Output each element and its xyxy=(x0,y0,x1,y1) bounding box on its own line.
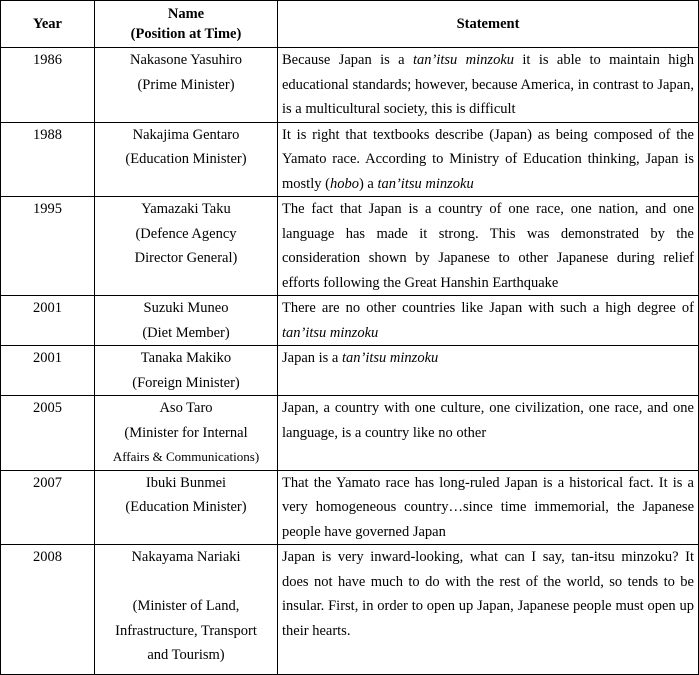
year-cell: 1986 xyxy=(1,48,95,123)
person-name: Tanaka Makiko xyxy=(140,350,232,366)
statement-cell xyxy=(278,122,699,197)
statement-text: it is able to maintain high educational standards; however, because America, in contrast to Japan, is a multicultural society, this is difficult xyxy=(282,52,695,117)
statement-cell xyxy=(278,296,699,346)
year-cell: 2001 xyxy=(1,346,95,396)
header-name-label: Name xyxy=(167,6,205,22)
person-name: Nakayama Nariaki xyxy=(131,549,241,565)
statement-text: The fact that Japan is a country of one race, one nation, and one language has made it strong. This was demonstrated by the consideration shown by Japanese to other Japanese during relief efforts following the Great Hanshin Earthquake xyxy=(282,201,694,291)
name-cell xyxy=(95,48,278,123)
italic-term: tan’itsu minzoku xyxy=(342,350,439,366)
person-name: Nakajima Gentaro xyxy=(132,126,240,143)
name-cell xyxy=(95,545,278,675)
name-cell xyxy=(95,346,278,396)
position-line: (Minister for Internal xyxy=(124,424,248,441)
year-cell: 2007 xyxy=(1,470,95,545)
name-cell xyxy=(95,470,278,545)
table-row xyxy=(1,396,699,471)
statement-text: It is right that textbooks describe (Japan) as being composed of the Yamato race. According to Ministry of Education thinking, Japan is mostly ( xyxy=(282,126,694,192)
person-name: Nakasone Yasuhiro xyxy=(130,52,242,68)
statement-text: ) a xyxy=(358,175,378,192)
year-cell: 2001 xyxy=(1,296,95,346)
position-line xyxy=(99,570,273,595)
table-row xyxy=(1,470,699,545)
position-line: Director General) xyxy=(134,250,238,266)
statement-cell xyxy=(278,470,699,545)
statement-cell xyxy=(278,396,699,471)
statement-text: There are no other countries like Japan with such a high degree of xyxy=(282,300,694,316)
person-name: Suzuki Muneo xyxy=(143,300,229,316)
year-cell: 2008 xyxy=(1,545,95,675)
statement-cell xyxy=(278,545,699,675)
table-row xyxy=(1,48,699,123)
year-cell: 1995 xyxy=(1,197,95,296)
position-line: Infrastructure, Transport xyxy=(115,622,257,639)
table-row xyxy=(1,122,699,197)
year-cell: 1988 xyxy=(1,122,95,197)
italic-term: tan’itsu minzoku xyxy=(412,52,515,68)
position-line: (Diet Member) xyxy=(142,324,230,341)
name-cell xyxy=(95,122,278,197)
statement-text: That the Yamato race has long-ruled Japan is a historical fact. It is a very homogeneous country…since time immemorial, the Japanese people have governed Japan xyxy=(282,474,694,540)
header-position-label: (Position at Time) xyxy=(130,26,242,42)
position-line: (Education Minister) xyxy=(125,499,247,515)
position-line: (Foreign Minister) xyxy=(132,374,240,391)
header-statement: Statement xyxy=(278,1,699,48)
position-line: (Prime Minister) xyxy=(137,76,235,93)
position-line: (Defence Agency xyxy=(135,225,237,242)
italic-term: tan’itsu minzoku xyxy=(282,324,379,341)
statement-text: Japan, a country with one culture, one civilization, one race, and one language, is a country like no other xyxy=(282,400,694,441)
position-line: Affairs & Communications) xyxy=(112,449,260,464)
table-row xyxy=(1,197,699,296)
person-name: Ibuki Bunmei xyxy=(145,474,227,491)
name-cell xyxy=(95,296,278,346)
position-line: (Education Minister) xyxy=(125,151,247,167)
position-line: (Minister of Land, xyxy=(132,598,240,614)
year-cell: 2005 xyxy=(1,396,95,471)
person-name: Aso Taro xyxy=(159,400,213,416)
header-year: Year xyxy=(1,1,95,48)
statement-cell xyxy=(278,197,699,296)
position-line: and Tourism) xyxy=(147,647,225,663)
name-cell xyxy=(95,396,278,471)
italic-term: hobo xyxy=(329,175,359,192)
table-row xyxy=(1,346,699,396)
table-row xyxy=(1,296,699,346)
table-body xyxy=(1,48,699,675)
statement-text: Japan is a xyxy=(282,350,342,366)
table-row xyxy=(1,545,699,675)
name-cell xyxy=(95,197,278,296)
statement-text: Because Japan is a xyxy=(282,52,413,68)
table-header-row xyxy=(1,1,699,48)
header-name xyxy=(95,1,278,48)
person-name: Yamazaki Taku xyxy=(141,201,231,217)
italic-term: tan’itsu minzoku xyxy=(377,175,474,192)
statement-cell xyxy=(278,48,699,123)
statement-text: Japan is very inward-looking, what can I say, tan-itsu minzoku? It does not have much to do with the rest of the world, so tends to be insular. First, in order to open up Japan, Japanese people must open up their hearts. xyxy=(282,549,694,639)
statement-cell xyxy=(278,346,699,396)
